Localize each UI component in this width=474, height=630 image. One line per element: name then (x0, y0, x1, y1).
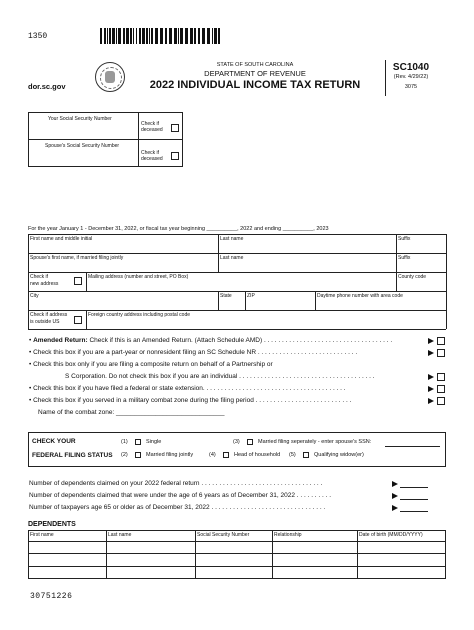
new-address-label-2: new address (30, 281, 59, 287)
outside-us-checkbox[interactable] (74, 316, 82, 324)
col-ssn: Social Security Number (197, 532, 250, 538)
filing-status-title-1: CHECK YOUR (32, 438, 76, 445)
your-ssn-label: Your Social Security Number (48, 116, 112, 122)
status-mfs-label: Married filing seperately - enter spouse's SSN: (258, 439, 372, 445)
composite-text-2: S Corporation. Do not check this box if you are an individual . . . . . . . . . . . . . . . . . . . . . . . . . . . . . . . . . . . . . . (65, 373, 375, 380)
composite-text-1: Check this box only if you are filing a composite return on behalf of a Partnership or (33, 361, 273, 368)
part-year-checkbox[interactable] (437, 349, 445, 357)
barcode-top (100, 28, 224, 44)
extension-text: Check this box if you have filed a federal or state extension. . . . . . . . . . . . . . . . . . . . . . . . . . . . . . . . . . . . . . . . (33, 385, 346, 392)
arrow-right-icon (428, 386, 434, 392)
status-single-checkbox[interactable] (135, 439, 141, 445)
col-dob: Date of birth (MM/DD/YYYY) (359, 532, 423, 538)
combat-text: Check this box if you served in a military combat zone during the filing period . . . . . . . . . . . . . . . . . . . . . . . . . . . (33, 397, 352, 404)
new-address-checkbox[interactable] (74, 277, 82, 285)
part-year-line: • Check this box if you are a part-year or nonresident filing an SC Schedule NR . . . . . . . . . . . . . . . . . . . . . . . . . . . . (29, 349, 358, 356)
filing-status-title-2: FEDERAL FILING STATUS (32, 452, 113, 459)
county-code-label: County code (398, 274, 427, 280)
zip-label: ZIP (247, 293, 255, 299)
col-last-name: Last name (108, 532, 132, 538)
status-5-num: (5) (289, 452, 296, 458)
status-3-num: (3) (233, 439, 240, 445)
state-label: State (220, 293, 232, 299)
form-code: 3075 (404, 84, 418, 90)
status-hoh-checkbox[interactable] (223, 452, 229, 458)
status-mfj-label: Married filing jointly (146, 452, 194, 458)
spouse-deceased-checkbox[interactable] (171, 152, 179, 160)
col-relationship: Relationship (274, 532, 302, 538)
revision: (Rev. 4/29/22) (393, 74, 429, 80)
department: DEPARTMENT OF REVENUE (204, 69, 306, 78)
extension-checkbox[interactable] (437, 385, 445, 393)
amended-line: • Amended Return: Check if this is an Amended Return. (Attach Schedule AMD) . . . . . . . . . . . . . . . . . . . . . . . . . . . . . . . . . . . . (29, 337, 393, 344)
arrow-right-icon (428, 338, 434, 344)
combat-zone-name: Name of the combat zone: ______________________________ (38, 409, 225, 416)
status-mfj-checkbox[interactable] (135, 452, 141, 458)
combat-checkbox[interactable] (437, 397, 445, 405)
tax-year-line: For the year January 1 - December 31, 2022, or fiscal tax year beginning __________, 2022 and ending __________, 2023 (28, 226, 329, 232)
state-seal-icon (95, 62, 125, 92)
spouse-deceased-label-1: Check if (141, 150, 160, 156)
new-address-label-1: Check if (30, 274, 49, 280)
state-line: STATE OF SOUTH CAROLINA (216, 62, 294, 68)
arrow-right-icon (392, 481, 398, 487)
dependents-count-line: Number of dependents claimed on your 2022 federal return . . . . . . . . . . . . . . . . . . . . . . . . . . . . . . . . . . (29, 480, 323, 487)
page-title: 2022 INDIVIDUAL INCOME TAX RETURN (149, 79, 361, 91)
outside-us-label-1: Check if address (30, 312, 68, 318)
outside-us-label-2: is outside US (30, 319, 60, 325)
taxpayers-65-line: Number of taxpayers age 65 or older as of December 31, 2022 . . . . . . . . . . . . . . . . . . . . . . . . . . . . . . . . (29, 504, 326, 511)
spouse-ssn-field[interactable] (385, 446, 440, 447)
mailing-address-label: Mailing address (number and street, PO Box) (88, 274, 189, 280)
status-hoh-label: Head of household (234, 452, 281, 458)
form-number: 1350 (28, 32, 48, 41)
spouse-deceased-label-2: deceased (141, 156, 163, 162)
dependents-under6-line: Number of dependents claimed that were under the age of 6 years as of December 31, 2022 . . . . . . . . . . (29, 492, 332, 499)
composite-line-1: • Check this box only if you are filing a composite return on behalf of a Partnership or (29, 361, 273, 368)
amended-bold: Amended Return: (33, 337, 88, 344)
spouse-first-label: Spouse's first name, if married filing jointly (30, 255, 124, 261)
filing-status-box (28, 432, 446, 467)
part-year-text: Check this box if you are a part-year or nonresident filing an SC Schedule NR . . . . . . . . . . . . . . . . . . . . . . . . . . . . (33, 349, 358, 356)
dependents-under6-field[interactable] (400, 499, 428, 500)
dependents-title: DEPENDENTS (28, 521, 76, 528)
extension-line: • Check this box if you have filed a federal or state extension. . . . . . . . . . . . . . . . . . . . . . . . . . . . . . . . . . . . . . . . (29, 385, 346, 392)
form-id: SC1040 (392, 62, 430, 73)
composite-checkbox[interactable] (437, 373, 445, 381)
barcode-number: 30751226 (30, 592, 73, 601)
dependents-count-field[interactable] (400, 487, 428, 488)
suffix-label: Suffix (398, 236, 411, 242)
deceased-label-2: deceased (141, 127, 163, 133)
taxpayers-65-field[interactable] (400, 511, 428, 512)
arrow-right-icon (428, 350, 434, 356)
deceased-label-1: Check if (141, 121, 160, 127)
status-qw-label: Qualifying widow(er) (314, 452, 364, 458)
first-name-label: First name and middle initial (30, 236, 93, 242)
arrow-right-icon (392, 505, 398, 511)
amended-text: Check if this is an Amended Return. (Attach Schedule AMD) . . . . . . . . . . . . . . . . . . . . . . . . . . . . . . . . . . . . (89, 337, 393, 344)
combat-line: • Check this box if you served in a military combat zone during the filing period . . . . . . . . . . . . . . . . . . . . . . . . . . . (29, 397, 352, 404)
amended-checkbox[interactable] (437, 337, 445, 345)
arrow-right-icon (428, 374, 434, 380)
your-deceased-checkbox[interactable] (171, 124, 179, 132)
status-qw-checkbox[interactable] (303, 452, 309, 458)
status-1-num: (1) (121, 439, 128, 445)
spouse-last-label: Last name (220, 255, 244, 261)
foreign-address-label: Foreign country address including postal code (88, 312, 191, 318)
city-label: City (30, 293, 39, 299)
last-name-label: Last name (220, 236, 244, 242)
spouse-ssn-label: Spouse's Social Security Number (45, 143, 120, 149)
phone-label: Daytime phone number with area code (317, 293, 403, 299)
arrow-right-icon (428, 398, 434, 404)
status-2-num: (2) (121, 452, 128, 458)
website: dor.sc.gov (28, 82, 66, 91)
arrow-right-icon (392, 493, 398, 499)
status-single-label: Single (146, 439, 162, 445)
spouse-suffix-label: Suffix (398, 255, 411, 261)
col-first-name: First name (30, 532, 54, 538)
status-mfs-checkbox[interactable] (247, 439, 253, 445)
status-4-num: (4) (209, 452, 216, 458)
